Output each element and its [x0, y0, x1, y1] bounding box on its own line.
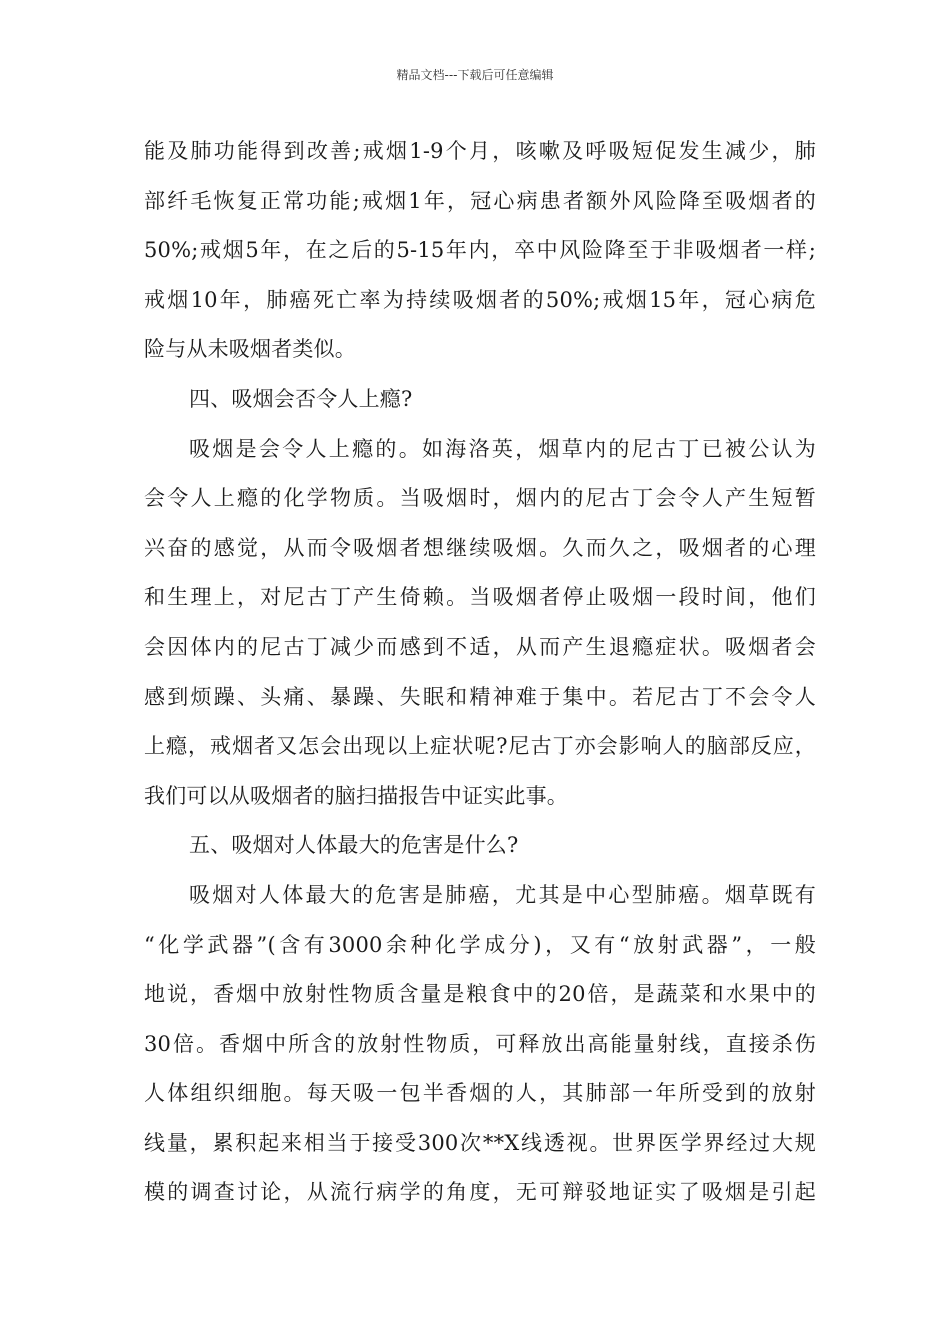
text-line: 50%;戒烟5年，在之后的5-15年内，卒中风险降至于非吸烟者一样; [144, 238, 816, 263]
page-header: 精品文档---下载后可任意编辑 [396, 68, 554, 82]
text-line: 感到烦躁、头痛、暴躁、失眠和精神难于集中。若尼古丁不会令人 [144, 684, 816, 709]
text-line: 险与从未吸烟者类似。 [144, 337, 356, 362]
text-line: “化学武器”(含有3000余种化学成分)，又有“放射武器”，一般 [144, 932, 816, 957]
text-line: 兴奋的感觉，从而令吸烟者想继续吸烟。久而久之，吸烟者的心理 [144, 535, 816, 560]
text-line: 地说，香烟中放射性物质含量是粮食中的20倍，是蔬菜和水果中的 [144, 982, 816, 1007]
body-text [144, 127, 816, 1218]
text-line: 部纤毛恢复正常功能;戒烟1年，冠心病患者额外风险降至吸烟者的 [144, 188, 816, 213]
text-line: 模的调查讨论，从流行病学的角度，无可辩驳地证实了吸烟是引起 [144, 1180, 816, 1205]
text-line: 上瘾，戒烟者又怎会出现以上症状呢?尼古丁亦会影响人的脑部反应， [144, 734, 816, 759]
text-line: 会令人上瘾的化学物质。当吸烟时，烟内的尼古丁会令人产生短暂 [144, 486, 816, 511]
text-line: 五、吸烟对人体最大的危害是什么? [189, 833, 519, 858]
text-line: 能及肺功能得到改善;戒烟1-9个月，咳嗽及呼吸短促发生减少，肺 [144, 139, 816, 163]
text-line: 我们可以从吸烟者的脑扫描报告中证实此事。 [144, 783, 568, 808]
text-line: 吸烟是会令人上瘾的。如海洛英，烟草内的尼古丁已被公认为 [189, 436, 816, 461]
text-line: 四、吸烟会否令人上瘾? [189, 386, 413, 411]
text-line: 人体组织细胞。每天吸一包半香烟的人，其肺部一年所受到的放射 [144, 1081, 816, 1106]
text-line: 线量，累积起来相当于接受300次**X线透视。世界医学界经过大规 [144, 1130, 816, 1155]
text-line: 会因体内的尼古丁减少而感到不适，从而产生退瘾症状。吸烟者会 [144, 634, 816, 659]
text-line: 吸烟对人体最大的危害是肺癌，尤其是中心型肺癌。烟草既有 [189, 882, 816, 907]
text-line: 30倍。香烟中所含的放射性物质，可释放出高能量射线，直接杀伤 [144, 1031, 816, 1056]
text-line: 戒烟10年，肺癌死亡率为持续吸烟者的50%;戒烟15年，冠心病危 [144, 287, 816, 312]
text-line: 和生理上，对尼古丁产生倚赖。当吸烟者停止吸烟一段时间，他们 [144, 585, 816, 610]
